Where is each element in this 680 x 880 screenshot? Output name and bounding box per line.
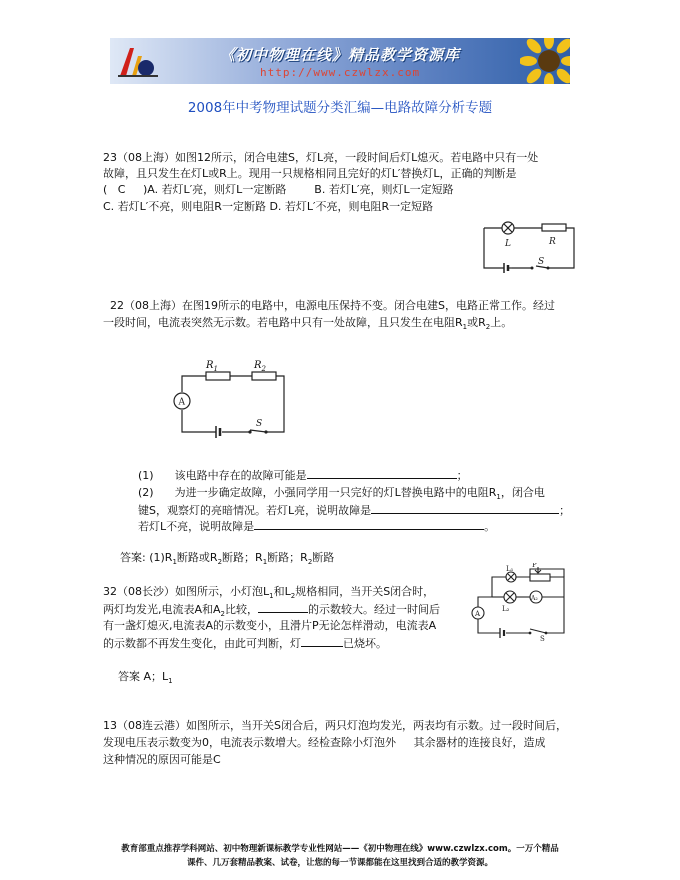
q2-sub2-line3: 若灯L不亮，说明故障是 。 xyxy=(138,520,496,533)
q1-line1: 23（08上海）如图12所示，闭合电建S，灯L亮，一段时间后灯L熄灭。若电路中只有一处 xyxy=(103,151,539,164)
q1-line2: 故障，且只发生在灯L或R上。现用一只规格相同且完好的灯L′替换灯L，正确的判断是 xyxy=(103,167,517,180)
q3-l2-label: L₂ xyxy=(502,605,510,613)
q2-sub2-blank2[interactable] xyxy=(254,518,484,530)
q2-r1-label: $R_1$ xyxy=(206,360,218,373)
q3-answer: 答案 A；$L_1$ xyxy=(118,670,173,686)
q2-sub2: (2) 为进一步确定故障，小强同学用一只完好的灯L替换电路中的电阻$R_1$，闭合电 xyxy=(138,486,545,502)
q2-circuit-diagram xyxy=(170,370,300,440)
q3-p-label: P xyxy=(532,563,537,569)
q3-s-label: S xyxy=(540,635,545,641)
q3-line4: 的示数都不再发生变化，由此可判断，灯 已烧坏。 xyxy=(103,637,387,650)
q2-line2: 一段时间，电流表突然无示数。若电路中只有一处故障，且只发生在电阻$R_1$或$R_2$上。 xyxy=(103,316,513,332)
q3-line3: 有一盏灯熄灭,电流表A的示数变小，且滑片P无论怎样滑动，电流表A xyxy=(103,619,437,632)
q2-sub1-blank[interactable] xyxy=(307,467,457,479)
q2-line1: 22（08上海）在图19所示的电路中，电源电压保持不变。闭合电建S，电路正常工作。经过 xyxy=(110,299,555,312)
page-title: 2008年中考物理试题分类汇编—电路故障分析专题 xyxy=(187,100,493,116)
q1-switch-label: S xyxy=(538,257,545,267)
q3-line1: 32（08长沙）如图所示，小灯泡$L_1$和$L_2$规格相同，当开关S闭合时， xyxy=(103,585,435,601)
q1-circuit-diagram xyxy=(478,218,578,274)
q3-blank1[interactable] xyxy=(258,601,308,613)
q4-line2: 发现电压表示数变为0，电流表示数增大。经检查除小灯泡外 其余器材的连接良好，造成 xyxy=(103,736,546,749)
q1-lamp-label: L xyxy=(505,239,511,249)
header-banner xyxy=(110,38,570,84)
q2-answer: 答案: $(1)R_1$断路或$R_2$断路；$R_1$断路；$R_2$断路 xyxy=(120,551,335,567)
q3-circuit-diagram xyxy=(468,563,576,641)
footer-line1: 教育部重点推荐学科网站、初中物理新课标教学专业性网站——《初中物理在线》www.czwlzx.com。一万个精品 xyxy=(121,844,559,854)
q3-a2-label: A₂ xyxy=(531,595,538,602)
q4-line3: 这种情况的原因可能是C xyxy=(103,753,221,766)
q2-r2-label: $R_2$ xyxy=(254,360,266,373)
banner-url[interactable]: http://www.czwlzx.com xyxy=(260,66,421,79)
q2-ammeter-label: A xyxy=(178,397,185,408)
q1-line4: C. 若灯L′不亮，则电阻R一定断路 D. 若灯L′不亮，则电阻R一定短路 xyxy=(103,200,434,213)
q2-sub2-line2: 键S，观察灯的亮暗情况。若灯L亮，说明故障是 ； xyxy=(138,504,571,517)
q4-line1: 13（08连云港）如图所示，当开关S闭合后，两只灯泡均发光，两表均有示数。过一段时间后， xyxy=(103,719,567,732)
site-logo-icon xyxy=(116,42,160,80)
q3-l1-label: L₁ xyxy=(506,565,514,573)
q1-resistor-label: R xyxy=(549,237,556,247)
footer-line2: 课件、几万套精品教案、试卷，让您的每一节课都能在这里找到合适的教学资源。 xyxy=(186,858,493,868)
page-footer xyxy=(0,842,680,870)
q1-line3: ( C )A. 若灯L′亮，则灯L一定断路 B. 若灯L′亮，则灯L一定短路 xyxy=(103,183,454,196)
q2-sub1: (1) 该电路中存在的故障可能是 ； xyxy=(138,469,468,482)
sunflower-icon xyxy=(520,38,570,84)
q3-a-label: A xyxy=(475,610,481,618)
banner-title: 《初中物理在线》精品教学资源库 xyxy=(220,46,461,64)
q2-sub2-blank1[interactable] xyxy=(371,502,559,514)
q3-line2: 两灯均发光,电流表A和$A_2$比较， 的示数较大。经过一时间后 xyxy=(103,603,441,619)
q2-switch-label: S xyxy=(256,419,263,429)
q3-blank2[interactable] xyxy=(301,635,343,647)
